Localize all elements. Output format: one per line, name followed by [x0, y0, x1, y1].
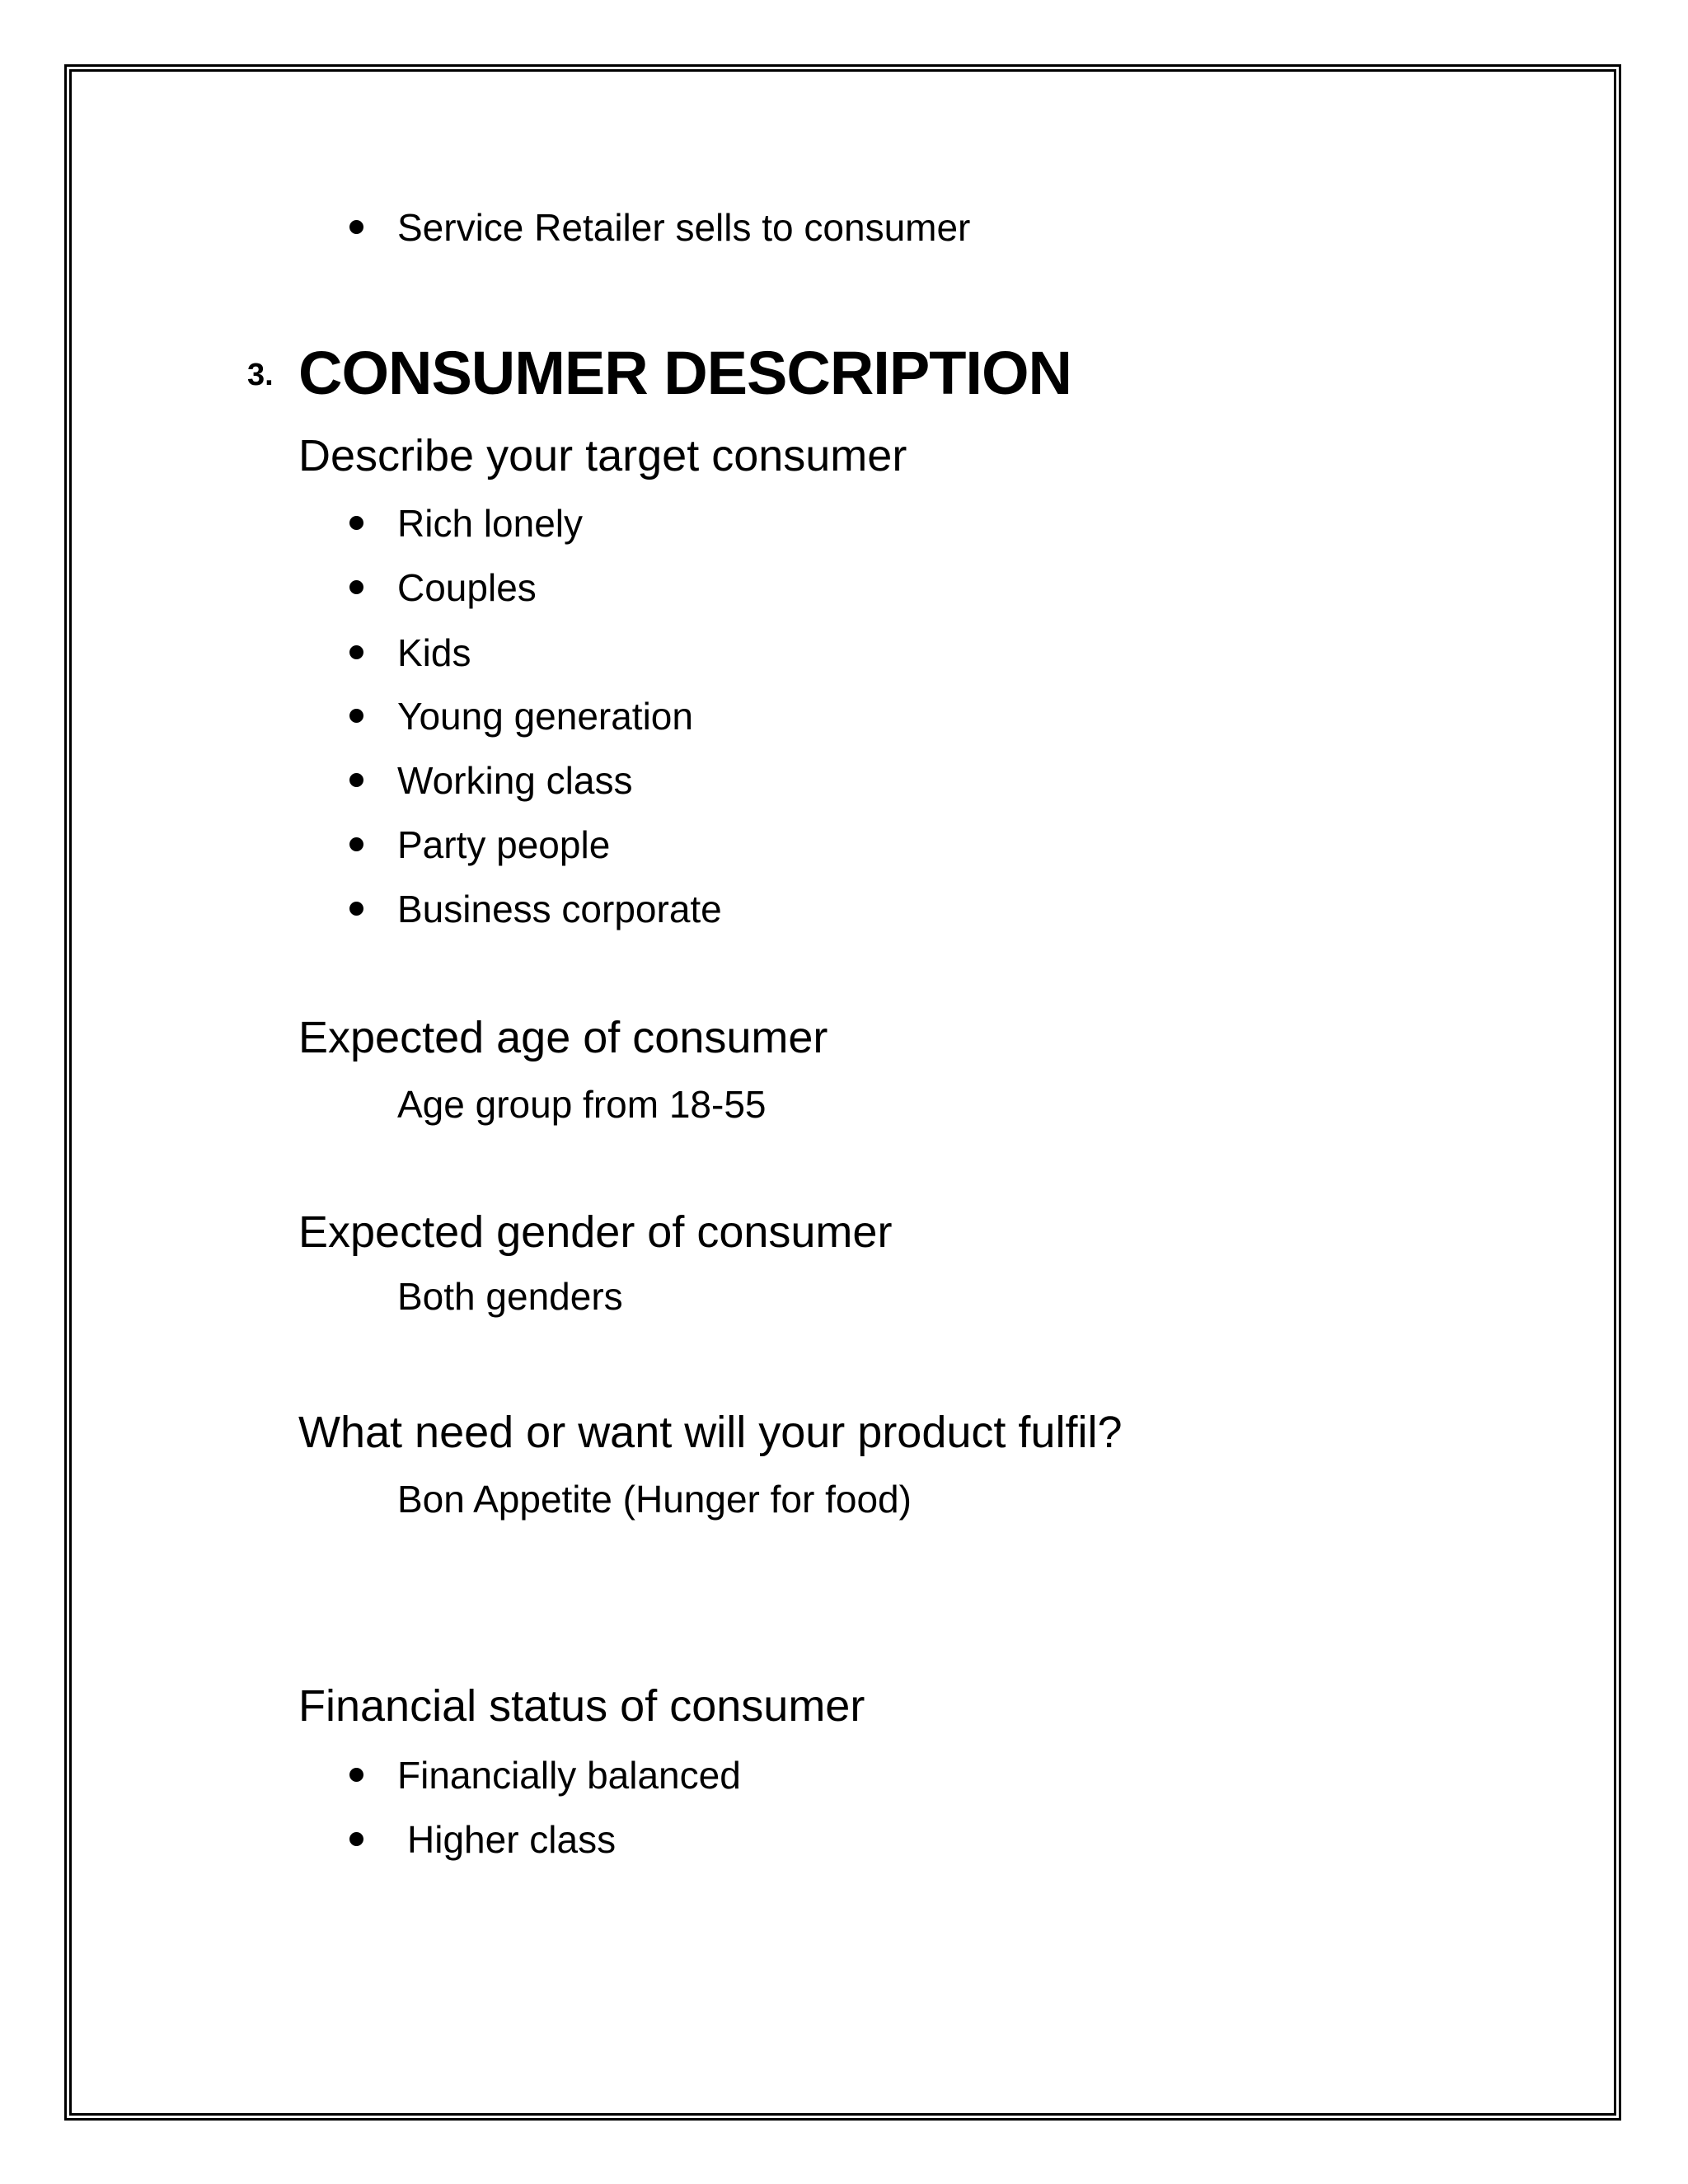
- bullet-icon: [349, 837, 363, 851]
- need-heading: What need or want will your product fulfil?: [298, 1408, 1123, 1457]
- bullet-icon: [349, 645, 363, 659]
- list-item-text: Party people: [397, 823, 611, 866]
- age-heading: Expected age of consumer: [298, 1013, 828, 1062]
- section-number: 3.: [247, 358, 274, 392]
- bullet-icon: [349, 220, 363, 234]
- section-title: CONSUMER DESCRIPTION: [298, 339, 1071, 407]
- target-consumer-heading: Describe your target consumer: [298, 431, 907, 480]
- bullet-icon: [349, 580, 363, 594]
- list-item-text: Kids: [397, 631, 471, 674]
- bullet-icon: [349, 773, 363, 787]
- list-item-text: Service Retailer sells to consumer: [397, 206, 971, 249]
- list-item-text: Couples: [397, 566, 537, 609]
- list-item-text: Working class: [397, 759, 633, 802]
- age-answer: Age group from 18-55: [397, 1083, 767, 1126]
- list-item-text: Business corporate: [397, 888, 722, 930]
- bullet-icon: [349, 709, 363, 723]
- list-item-text: Young generation: [397, 695, 693, 738]
- list-item-text: Higher class: [407, 1818, 617, 1861]
- list-item-text: Financially balanced: [397, 1754, 741, 1797]
- list-item-text: Rich lonely: [397, 502, 583, 545]
- bullet-icon: [349, 902, 363, 916]
- bullet-icon: [349, 1832, 363, 1846]
- bullet-icon: [349, 516, 363, 530]
- need-answer: Bon Appetite (Hunger for food): [397, 1478, 912, 1521]
- gender-heading: Expected gender of consumer: [298, 1207, 893, 1257]
- bullet-icon: [349, 1768, 363, 1782]
- financial-heading: Financial status of consumer: [298, 1681, 865, 1731]
- gender-answer: Both genders: [397, 1275, 623, 1318]
